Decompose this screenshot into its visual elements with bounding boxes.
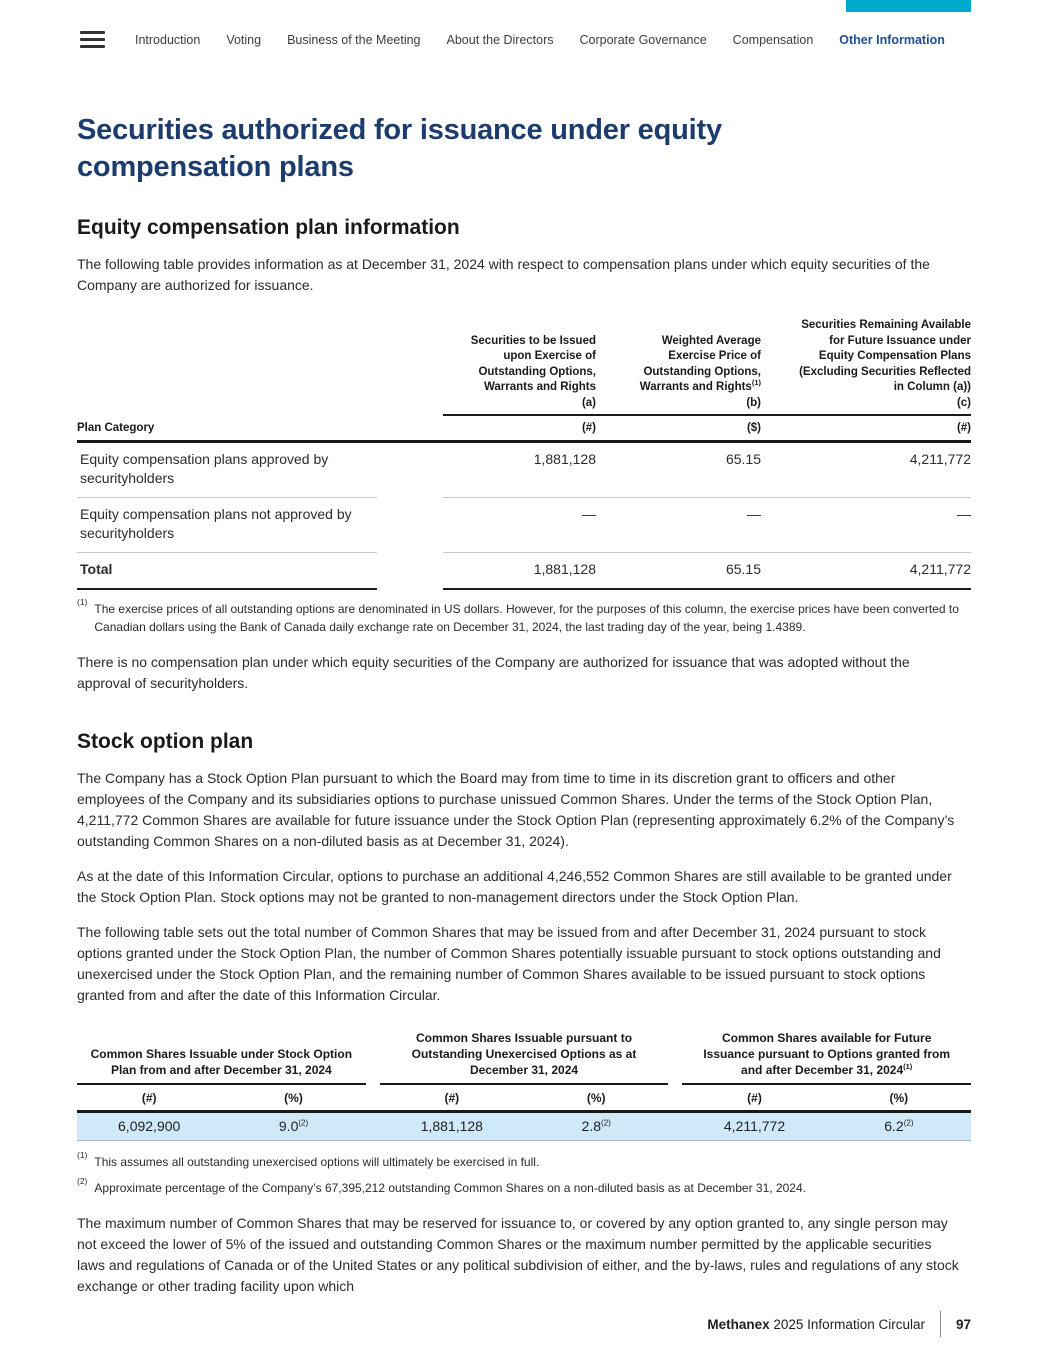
footnote-2-reference: (2) <box>601 1118 611 1128</box>
table2-highlighted-value-row <box>77 1113 971 1141</box>
equity-compensation-plan-table <box>77 318 971 590</box>
table2-value-unexercised-pct: 2.8$^{(2)}$ <box>581 1118 611 1134</box>
table1-footnote-1 <box>77 597 971 636</box>
table2-value-issuable-pct: 9.0$^{(2)}$ <box>278 1118 309 1134</box>
table1-row-not-approved-b: — <box>596 498 761 553</box>
table1-row-not-approved-c: — <box>761 498 971 553</box>
common-shares-table <box>77 1030 971 1141</box>
footnote-text: This assumes all outstanding unexercised options will ultimately be exercised in full. <box>94 1155 540 1169</box>
table1-total-b: 65.15 <box>596 553 761 590</box>
table2-subheader-number: (#) <box>141 1091 157 1105</box>
table1-row-approved-b: 65.15 <box>596 443 761 498</box>
footnote-text: Approximate percentage of the Company’s 67,395,212 outstanding Common Shares on a non-diluted basis as at December 31, 2024. <box>94 1180 806 1195</box>
stock-option-paragraph-4: The maximum number of Common Shares that may be reserved for issuance to, or covered by any option granted to, any single person may not exceed the lower of 5% of the issued and outstanding Common Shares or the maximum number permitted by the applicable securities laws and regulations of Canada or of the United States or any political subdivision of either, and the by-laws, rules and regulations of any stock exchange or other trading facility upon which <box>77 1215 959 1294</box>
footnote-1-reference: (1) <box>903 1062 913 1071</box>
footnote-marker: (1) <box>77 1150 88 1160</box>
nav-item-business-of-the-meeting[interactable]: Business of the Meeting <box>287 32 421 47</box>
section-heading-stock-option-plan: Stock option plan <box>77 730 254 753</box>
table1-row-not-approved-a: — <box>443 498 596 553</box>
footer-divider <box>940 1311 941 1337</box>
footer-brand: Methanex <box>707 1316 770 1332</box>
stock-option-paragraph-2: As at the date of this Information Circular, options to purchase an additional 4,246,552 Common Shares are still available to be granted under the Stock Option Plan. Stock options may not be granted to non-management directors under the Stock Option Plan. <box>77 868 952 905</box>
page-content <box>77 0 971 1297</box>
table1-col-a-header: Securities to be Issued upon Exercise of Outstanding Options, Warrants and Rights (a) <box>443 334 596 417</box>
footnote-marker: (1) <box>77 597 88 607</box>
table2-subheader-number: (#) <box>444 1091 460 1105</box>
common-shares-table-headers <box>77 1030 971 1085</box>
table1-row-approved-label: Equity compensation plans approved by securityholders <box>77 443 377 498</box>
table1-unit-b: ($) <box>596 416 761 443</box>
table2-subheader-number: (#) <box>747 1091 762 1105</box>
table2-value-issuable-count: 6,092,900 <box>118 1118 181 1134</box>
table2-value-unexercised-count: 1,881,128 <box>420 1118 483 1134</box>
table2-footnote-1 <box>77 1150 971 1172</box>
table1-total-c: 4,211,772 <box>761 553 971 590</box>
footnote-1-reference: (1) <box>751 378 761 388</box>
equity-plan-intro-paragraph: The following table provides information as at December 31, 2024 with respect to compensation plans under which equity securities of the Company are authorized for issuance. <box>77 256 930 293</box>
table2-subheader-percent: (%) <box>284 1091 303 1105</box>
table2-footnote-2 <box>77 1175 971 1198</box>
footnote-marker: (2) <box>77 1175 88 1186</box>
table1-col-b-header: Weighted Average Exercise Price of Outstanding Options, Warrants and Rights$^{(1)}$ (b) <box>596 334 761 417</box>
table2-value-future-pct: 6.2$^{(2)}$ <box>884 1118 914 1134</box>
page-title <box>77 112 971 186</box>
footnote-2-reference: (2) <box>298 1118 309 1128</box>
nav-item-corporate-governance[interactable]: Corporate Governance <box>579 32 707 47</box>
table2-subheader-percent: (%) <box>586 1091 606 1105</box>
table2-subheader-row <box>77 1085 971 1113</box>
footer-document-title: 2025 Information Circular <box>773 1316 925 1332</box>
nav-item-about-the-directors[interactable]: About the Directors <box>446 32 554 47</box>
table1-total-a: 1,881,128 <box>443 553 596 590</box>
no-unapproved-plan-paragraph: There is no compensation plan under which equity securities of the Company are authorized for issuance that was adopted without the approval of securityholders. <box>77 654 910 691</box>
table1-unit-a: (#) <box>443 416 596 443</box>
footnote-text: The exercise prices of all outstanding options are denominated in US dollars. However, for the purposes of this column, the exercise prices have been converted to Canadian dollars using the Bank of Canada daily exchange rate on December 31, 2024, the last trading day of the year, being 1.4389. <box>94 602 959 634</box>
table1-total-label: Total <box>77 553 377 590</box>
table1-col-c-header: Securities Remaining Available for Future Issuance under Equity Compensation Plans (Excluding Securities Reflected in Column (a)) (c) <box>761 318 971 416</box>
table2-subheader-percent: (%) <box>889 1091 909 1105</box>
table2-value-future-count: 4,211,772 <box>723 1118 786 1134</box>
footnote-2-reference: (2) <box>903 1118 914 1128</box>
page-title-line2: compensation plans <box>77 151 354 183</box>
table2-group3-header: Common Shares available for Future Issuance pursuant to Options granted from and after December 31, 2024$^{(1)}$ <box>682 1030 971 1085</box>
nav-item-introduction[interactable]: Introduction <box>135 32 201 47</box>
table1-row-not-approved-label: Equity compensation plans not approved by securityholders <box>77 498 377 553</box>
table1-row-header-plan-category: Plan Category <box>77 416 443 443</box>
nav-item-voting[interactable]: Voting <box>226 32 262 47</box>
stock-option-paragraph-3: The following table sets out the total number of Common Shares that may be issued from and after December 31, 2024 pursuant to stock options granted under the Stock Option Plan, the number of Common Shares potentially issuable pursuant to stock options outstanding and unexercised under the Stock Option Plan, and the remaining number of Common Shares available to be issued pursuant to stock options granted from and after the date of this Information Circular. <box>77 924 941 1003</box>
page-title-line1: Securities authorized for issuance under equity <box>77 114 722 146</box>
table1-row-approved-a: 1,881,128 <box>443 443 596 498</box>
page-number: 97 <box>955 1316 971 1332</box>
table2-group2-header: Common Shares Issuable pursuant to Outstanding Unexercised Options as at December 31, 2024 <box>380 1030 669 1085</box>
table2-group1-header: Common Shares Issuable under Stock Option Plan from and after December 31, 2024 <box>77 1030 366 1085</box>
nav-item-other-information[interactable]: Other Information <box>839 32 945 47</box>
page-footer <box>707 1311 971 1337</box>
table1-row-approved-c: 4,211,772 <box>761 443 971 498</box>
section-heading-equity-plan-info: Equity compensation plan information <box>77 216 460 239</box>
nav-item-compensation[interactable]: Compensation <box>732 32 814 47</box>
table2-footnotes <box>77 1150 971 1197</box>
stock-option-paragraph-1: The Company has a Stock Option Plan pursuant to which the Board may from time to time in its discretion grant to officers and other employees of the Company and its subsidiaries options to purchase unissued Common Shares. Under the terms of the Stock Option Plan, 4,211,772 Common Shares are available for future issuance under the Stock Option Plan (representing approximately 6.2% of the Company’s outstanding Common Shares on a non-diluted basis as at December 31, 2024). <box>77 770 955 849</box>
table1-unit-c: (#) <box>761 416 971 443</box>
